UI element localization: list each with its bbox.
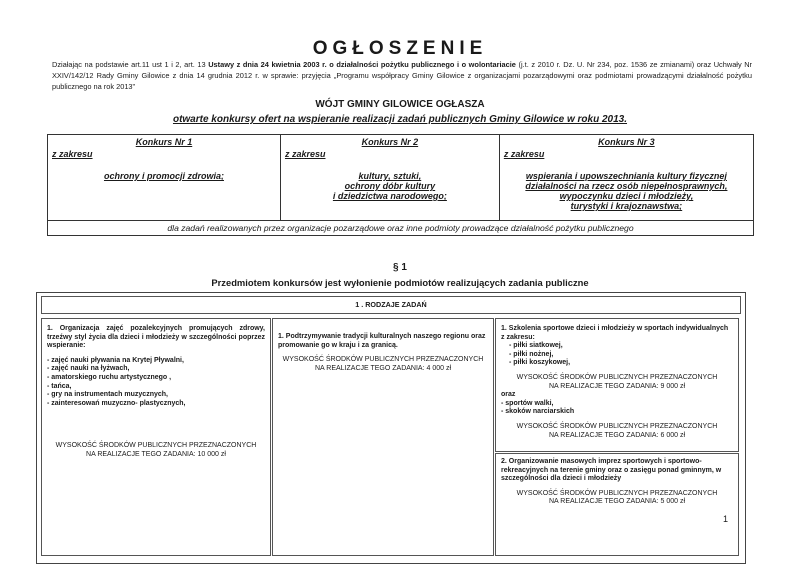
competition-2-scope-line: i dziedzictwa narodowego; xyxy=(332,191,447,201)
intro-paragraph xyxy=(52,59,752,92)
intro-act-name: Ustawy z dnia 24 kwietnia 2003 r. o działalności pożytku publicznego i o wolontariacie xyxy=(208,60,516,69)
competition-3-scope-label: z zakresu xyxy=(503,149,545,159)
task-2-funds-amount: NA REALIZACJE TEGO ZADANIA: 4 000 zł xyxy=(314,364,452,372)
competition-1-name: Konkurs Nr 1 xyxy=(135,137,193,147)
competition-2-scope xyxy=(285,171,495,201)
paragraph-number: § 1 xyxy=(393,262,407,273)
task-1-item: - amatorskiego ruchu artystycznego , xyxy=(47,373,172,381)
task-3a-oraz: oraz xyxy=(501,391,516,399)
task-3a-item2: - skoków narciarskich xyxy=(501,408,575,416)
task-3a-item2: - sportów walki, xyxy=(501,399,554,407)
task-2-funds-label: WYSOKOŚĆ ŚRODKÓW PUBLICZNYCH PRZEZNACZONYCH xyxy=(282,356,484,364)
intro-part3: (j.t. z 2010 r. Dz. U. Nr 234, poz. 1536 ze zmianami) oraz Uchwały Nr XXIV/142/12 Rady Gminy Gilowice z dnia 14 grudnia 2012 r. w sprawie: przyjęcia „Programu współpracy Gminy Gilowice z organizacjami pozarządowymi oraz podmiotami prowadzącymi działalność pożytku publicznego na rok 2013” xyxy=(52,60,753,91)
task-types-header: 1 . RODZAJE ZADAŃ xyxy=(41,296,741,314)
page-title: OGŁOSZENIE xyxy=(312,38,488,59)
competition-1-scope: ochrony i promocji zdrowia; xyxy=(103,171,224,181)
task-3a-item: - piłki koszykowej, xyxy=(509,359,571,367)
competition-3-scope-line: turystyki i krajoznawstwa; xyxy=(570,201,683,211)
competitions-table xyxy=(47,134,754,236)
task-1-item: - zajęć nauki pływania na Krytej Pływalni, xyxy=(47,356,184,364)
competition-3-cell xyxy=(499,135,753,221)
competition-2-scope-line: kultury, sztuki, xyxy=(358,171,422,181)
task-1-funds-amount: NA REALIZACJE TEGO ZADANIA: 10 000 zł xyxy=(86,450,226,458)
task-1-description: 1. Organizacja zajęć pozalekcyjnych promujących zdrowy, trzeźwy styl życia dla dzieci i młodzieży w szczególności poprzez wspieranie: xyxy=(47,325,265,350)
task-3a-funds-label: WYSOKOŚĆ ŚRODKÓW PUBLICZNYCH PRZEZNACZONYCH xyxy=(516,373,718,381)
task-1-funds-label: WYSOKOŚĆ ŚRODKÓW PUBLICZNYCH PRZEZNACZONYCH xyxy=(55,442,257,450)
competition-2-scope-label: z zakresu xyxy=(284,149,326,159)
task-column-1 xyxy=(41,318,271,556)
task-3a-item: - piłki nożnej, xyxy=(509,350,554,358)
subject-statement: Przedmiotem konkursów jest wyłonienie podmiotów realizujących zadania publiczne xyxy=(211,277,589,288)
task-3a-funds2-label: WYSOKOŚĆ ŚRODKÓW PUBLICZNYCH PRZEZNACZONYCH xyxy=(516,422,718,430)
task-column-3b xyxy=(495,453,739,556)
task-3a-funds-amount: NA REALIZACJE TEGO ZADANIA: 9 000 zł xyxy=(548,382,686,390)
task-3a-description: 1. Szkolenia sportowe dzieci i młodzieży w sportach indywidualnych z zakresu: xyxy=(501,325,729,341)
task-1-item: - tańca, xyxy=(47,382,72,390)
announcement-heading: WÓJT GMINY GILOWICE OGŁASZA xyxy=(315,99,485,110)
competitions-footnote: dla zadań realizowanych przez organizacje pozarządowe oraz inne podmioty prowadzące działalność pożytku publicznego xyxy=(48,221,754,236)
task-column-3a xyxy=(495,318,739,452)
competition-2-name: Konkurs Nr 2 xyxy=(361,137,419,147)
task-2-description: 1. Podtrzymywanie tradycji kulturalnych naszego regionu oraz promowanie go w kraju i za granicą. xyxy=(278,333,486,349)
task-3b-funds-amount: NA REALIZACJE TEGO ZADANIA: 5 000 zł xyxy=(548,498,686,506)
competition-3-scope-line: wspierania i upowszechniania kultury fizycznej xyxy=(525,171,727,181)
competition-2-cell xyxy=(280,135,499,221)
task-1-item: - zajęć nauki na łyżwach, xyxy=(47,365,130,373)
task-1-item: - zainteresowań muzyczno- plastycznych, xyxy=(47,399,186,407)
task-3b-description: 2. Organizowanie masowych imprez sportowych i sportowo-rekreacyjnych na terenie gminy oraz o zasięgu ponad gminnym, w szczególności dla dzieci i młodzieży xyxy=(501,458,722,483)
task-3a-funds2-amount: NA REALIZACJE TEGO ZADANIA: 6 000 zł xyxy=(548,431,686,439)
competition-3-name: Konkurs Nr 3 xyxy=(598,137,655,147)
page-number: 1 xyxy=(723,514,729,524)
announcement-subheading: otwarte konkursy ofert na wspieranie realizacji zadań publicznych Gminy Gilowice w roku 2013. xyxy=(172,114,628,125)
competition-1-cell xyxy=(48,135,281,221)
task-3b-funds-label: WYSOKOŚĆ ŚRODKÓW PUBLICZNYCH PRZEZNACZONYCH xyxy=(516,489,718,497)
intro-part1: Działając na podstawie art.11 ust 1 i 2, art. 13 xyxy=(52,60,209,69)
competition-3-scope-line: działalności na rzecz osób niepełnosprawnych, xyxy=(525,181,728,191)
task-3a-item: - piłki siatkowej, xyxy=(509,342,563,350)
competition-1-scope-label: z zakresu xyxy=(52,149,93,159)
competition-3-scope-line: wypoczynku dzieci i młodzieży, xyxy=(559,191,694,201)
task-1-item: - gry na instrumentach muzycznych, xyxy=(47,391,168,399)
competition-3-scope xyxy=(504,171,749,211)
task-column-2 xyxy=(272,318,494,556)
competition-2-scope-line: ochrony dóbr kultury xyxy=(344,181,436,191)
